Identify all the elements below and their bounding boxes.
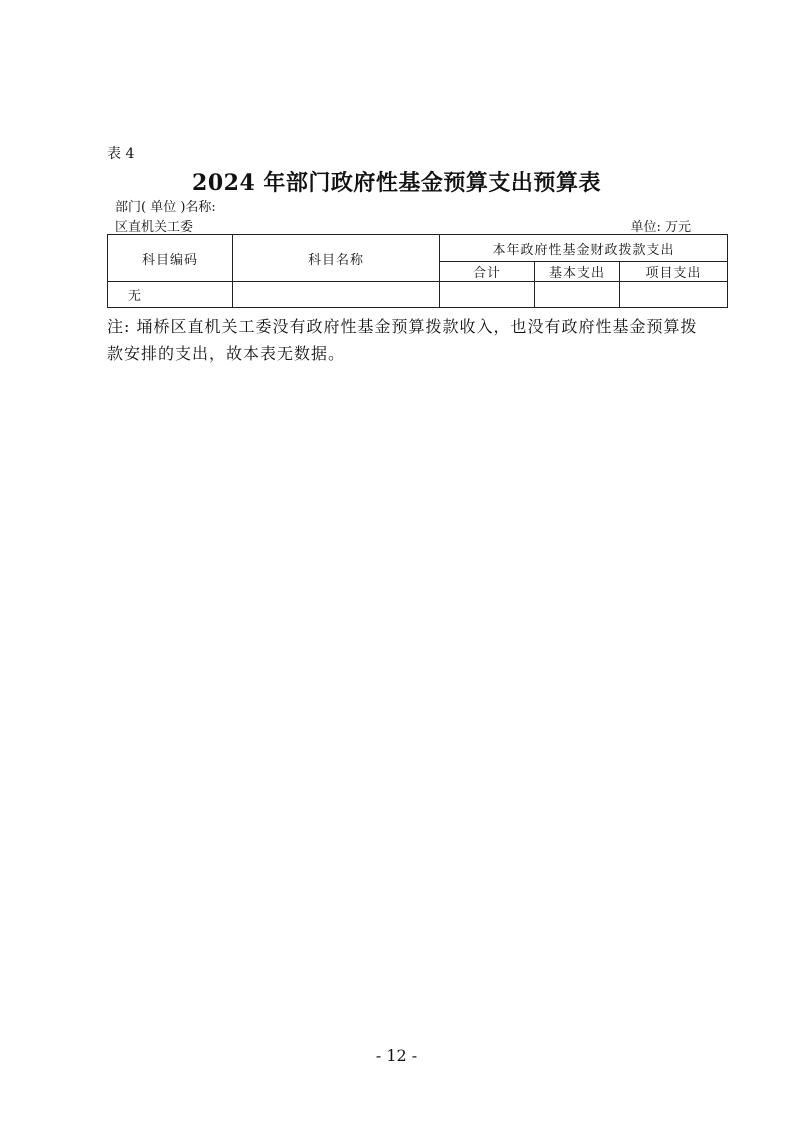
table-row [108,282,728,308]
department-label: 部门( 单位 )名称: [115,200,216,215]
col-header-group: 本年政府性基金财政拨款支出 [440,235,728,262]
page-title: 2024 年部门政府性基金预算支出预算表 [192,170,601,196]
table-label: 表 4 [107,146,135,162]
page-number: - 12 - [375,1046,418,1065]
department-name: 区直机关工委 [115,220,194,235]
budget-table [107,234,728,308]
col-header-basic: 基本支出 [535,262,620,282]
col-header-code: 科目编码 [108,235,233,282]
cell-project [620,282,728,308]
cell-basic [535,282,620,308]
cell-code: 无 [108,282,233,308]
cell-total [440,282,535,308]
col-header-name: 科目名称 [233,235,440,282]
cell-name [233,282,440,308]
unit-label: 单位: 万元 [630,220,691,235]
table-note: 注: 埇桥区直机关工委没有政府性基金预算拨款收入，也没有政府性基金预算拨款安排的支出，故本表无数据。 [107,317,698,363]
col-header-project: 项目支出 [620,262,728,282]
col-header-total: 合计 [440,262,535,282]
